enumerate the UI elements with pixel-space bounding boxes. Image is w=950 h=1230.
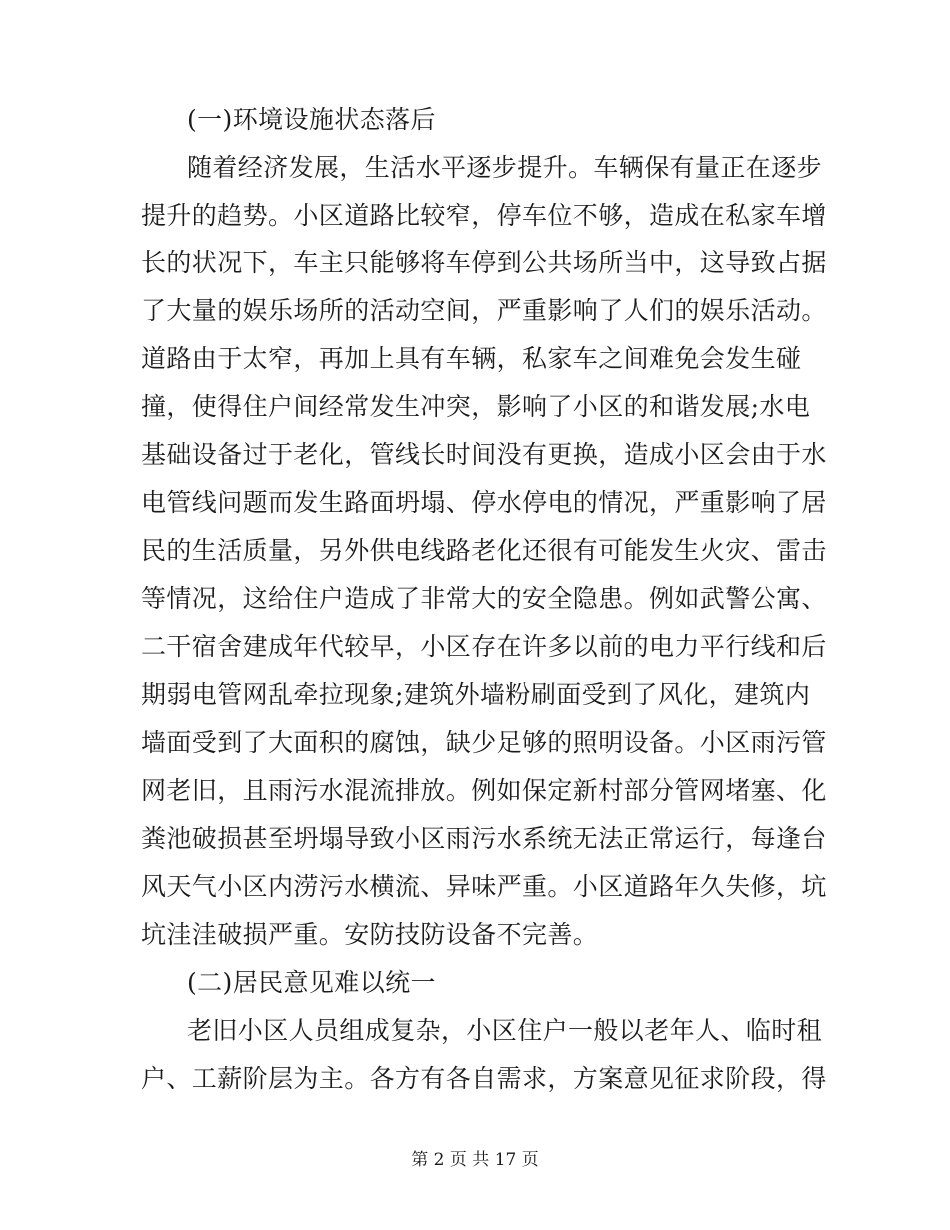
paragraph-line: 道路由于太窄，再加上具有车辆，私家车之间难免会发生碰 — [141, 344, 802, 373]
paragraph-line: 期弱电管网乱牵拉现象;建筑外墙粉刷面受到了风化，建筑内 — [141, 680, 811, 709]
paragraph-line: 老旧小区人员组成复杂，小区住户一般以老年人、临时租 — [187, 1016, 823, 1045]
paragraph-line: 二干宿舍建成年代较早，小区存在许多以前的电力平行线和后 — [141, 632, 827, 661]
paragraph-line: 等情况，这给住户造成了非常大的安全隐患。例如武警公寓、 — [141, 584, 827, 613]
section-heading-1: (一)环境设施状态落后 — [187, 105, 436, 134]
page-number-footer: 第 2 页 共 17 页 — [411, 1150, 539, 1170]
paragraph-line: 电管线问题而发生路面坍塌、停水停电的情况，严重影响了居 — [141, 488, 827, 517]
paragraph-line: 长的状况下，车主只能够将车停到公共场所当中，这导致占据 — [141, 248, 827, 277]
section-heading-2: (二)居民意见难以统一 — [187, 968, 436, 997]
paragraph-line: 坑洼洼破损严重。安防技防设备不完善。 — [141, 920, 599, 949]
paragraph-line: 户、工薪阶层为主。各方有各自需求，方案意见征求阶段，得 — [141, 1064, 827, 1093]
paragraph-line: 了大量的娱乐场所的活动空间，严重影响了人们的娱乐活动。 — [141, 296, 827, 325]
paragraph-line: 撞，使得住户间经常发生冲突，影响了小区的和谐发展;水电 — [141, 392, 811, 421]
paragraph-line: 随着经济发展，生活水平逐步提升。车辆保有量正在逐步 — [187, 153, 823, 182]
paragraph-line: 提升的趋势。小区道路比较窄，停车位不够，造成在私家车增 — [141, 201, 827, 230]
paragraph-line: 墙面受到了大面积的腐蚀，缺少足够的照明设备。小区雨污管 — [141, 728, 827, 757]
paragraph-line: 民的生活质量，另外供电线路老化还很有可能发生火灾、雷击 — [141, 536, 827, 565]
paragraph-line: 基础设备过于老化，管线长时间没有更换，造成小区会由于水 — [141, 440, 827, 469]
paragraph-line: 风天气小区内涝污水横流、异味严重。小区道路年久失修，坑 — [141, 872, 827, 901]
paragraph-line: 粪池破损甚至坍塌导致小区雨污水系统无法正常运行，每逢台 — [141, 824, 827, 853]
paragraph-line: 网老旧，且雨污水混流排放。例如保定新村部分管网堵塞、化 — [141, 776, 827, 805]
